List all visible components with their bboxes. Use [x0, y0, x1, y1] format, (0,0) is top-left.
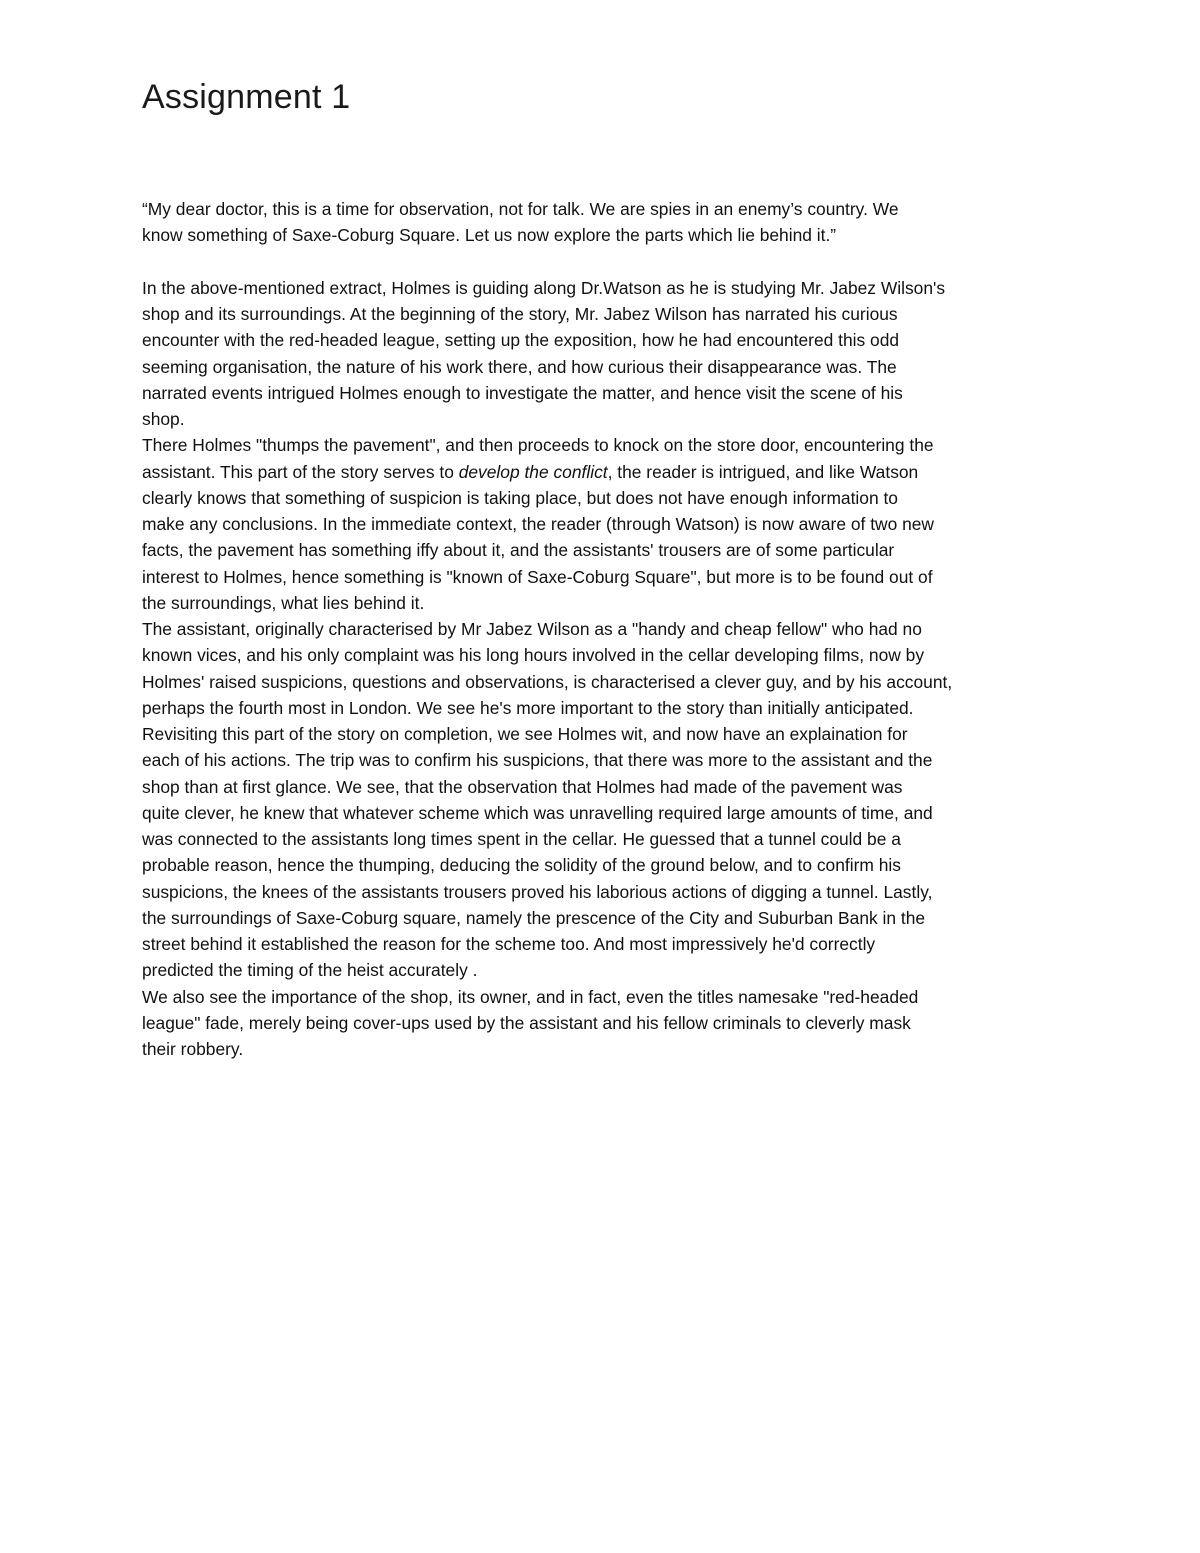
text-line: suspicions, the knees of the assistants trousers proved his laborious actions of digging a tunnel. Lastly, [142, 881, 933, 902]
text-line: perhaps the fourth most in London. We see he's more important to the story than initially anticipated. [142, 697, 914, 718]
text-line: street behind it established the reason for the scheme too. And most impressively he'd correctly [142, 934, 876, 954]
paragraph-4 [142, 984, 1067, 1063]
paragraph-3 [142, 616, 1067, 984]
text-line: make any conclusions. In the immediate context, the reader (through Watson) is now aware of two new [142, 514, 934, 534]
text-line: league" fade, merely being cover-ups used by the assistant and his fellow criminals to cleverly mask [142, 1012, 911, 1033]
text-line: seeming organisation, the nature of his work there, and how curious their disappearance was. The [142, 356, 897, 377]
text-line: interest to Holmes, hence something is "known of Saxe-Coburg Square", but more is to be found out of [142, 566, 933, 587]
paragraph-spacer [142, 249, 1067, 275]
text-line: each of his actions. The trip was to confirm his suspicions, that there was more to the assistant and the [142, 750, 933, 771]
text-line: known vices, and his only complaint was his long hours involved in the cellar developing films, now by [142, 645, 925, 666]
document-body [142, 196, 1067, 1062]
text-line: the surroundings, what lies behind it. [142, 592, 425, 613]
text-line: shop than at first glance. We see, that the observation that Holmes had made of the pavement was [142, 776, 903, 797]
text-line: their robbery. [142, 1039, 244, 1059]
text-line: shop and its surroundings. At the beginning of the story, Mr. Jabez Wilson has narrated his curious [142, 304, 898, 324]
text-line: In the above-mentioned extract, Holmes is guiding along Dr.Watson as he is studying Mr. Jabez Wilson's [142, 277, 946, 298]
text-line: predicted the timing of the heist accurately . [142, 960, 478, 981]
text-line: clearly knows that something of suspicion is taking place, but does not have enough information to [142, 487, 898, 508]
text-line-with-emphasis [142, 459, 1067, 485]
text-line: narrated events intrigued Holmes enough to investigate the matter, and hence visit the scene of his [142, 382, 903, 403]
paragraph-1 [142, 275, 1067, 433]
opening-quote [142, 196, 1067, 249]
text-line: facts, the pavement has something iffy about it, and the assistants' trousers are of some particular [142, 540, 895, 561]
text-fragment: assistant. This part of the story serves to [142, 461, 459, 482]
text-line: probable reason, hence the thumping, deducing the solidity of the ground below, and to confirm his [142, 855, 901, 876]
quote-line: “My dear doctor, this is a time for observation, not for talk. We are spies in an enemy’s country. We [142, 199, 899, 219]
text-fragment: , the reader is intrigued, and like Watson [607, 461, 919, 482]
text-line: the surroundings of Saxe-Coburg square, namely the prescence of the City and Suburban Bank in the [142, 907, 926, 928]
text-line: Revisiting this part of the story on completion, we see Holmes wit, and now have an explaination for [142, 724, 908, 744]
text-line: was connected to the assistants long times spent in the cellar. He guessed that a tunnel could be a [142, 829, 901, 849]
text-line: The assistant, originally characterised by Mr Jabez Wilson as a "handy and cheap fellow" who had no [142, 619, 922, 639]
text-line: shop. [142, 409, 185, 429]
text-line: We also see the importance of the shop, its owner, and in fact, even the titles namesake "red-headed [142, 986, 919, 1007]
quote-line: know something of Saxe-Coburg Square. Let us now explore the parts which lie behind it.” [142, 225, 837, 246]
emphasized-phrase: develop the conflict [458, 461, 608, 482]
text-line: quite clever, he knew that whatever scheme which was unravelling required large amounts of time, and [142, 802, 933, 823]
paragraph-2 [142, 432, 1067, 616]
text-line: encounter with the red-headed league, setting up the exposition, how he had encountered this odd [142, 330, 900, 351]
document-title: Assignment 1 [142, 78, 351, 116]
text-line: There Holmes "thumps the pavement", and then proceeds to knock on the store door, encountering the [142, 435, 934, 456]
text-line: Holmes' raised suspicions, questions and observations, is characterised a clever guy, and by his account, [142, 671, 953, 692]
